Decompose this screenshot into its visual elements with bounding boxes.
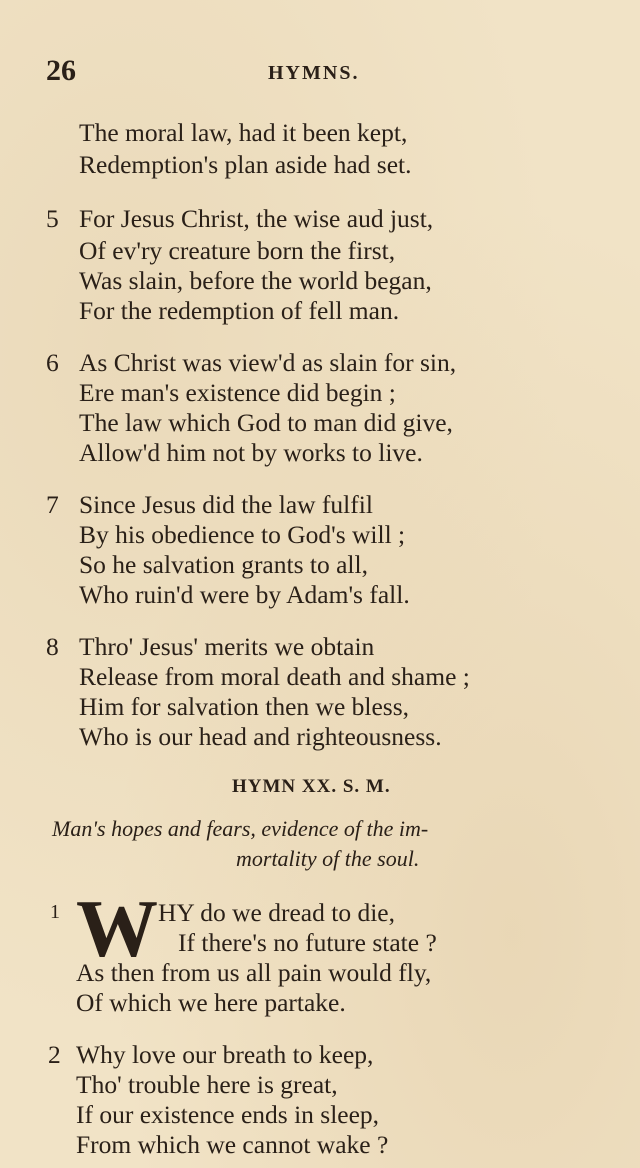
verse-line: Release from moral death and shame ; bbox=[79, 662, 470, 691]
hymn-title: HYMN XX. S. M. bbox=[232, 776, 391, 797]
verse-line: Allow'd him not by works to live. bbox=[79, 438, 423, 467]
verse-number: 7 bbox=[46, 490, 59, 519]
verse-number: 2 bbox=[48, 1040, 61, 1069]
hymn-subtitle-line: mortality of the soul. bbox=[236, 846, 420, 871]
verse-line: Of which we here partake. bbox=[76, 988, 346, 1017]
verse-number: 8 bbox=[46, 632, 59, 661]
verse-line: For the redemption of fell man. bbox=[79, 296, 400, 325]
verse-line: Who is our head and righteousness. bbox=[79, 722, 442, 751]
hymn-subtitle-line: Man's hopes and fears, evidence of the im- bbox=[52, 816, 429, 841]
verse-line: As then from us all pain would fly, bbox=[76, 958, 432, 987]
verse-line: Tho' trouble here is great, bbox=[76, 1070, 338, 1099]
running-head: HYMNS. bbox=[268, 62, 360, 84]
verse-line: So he salvation grants to all, bbox=[79, 550, 368, 579]
verse-line: Since Jesus did the law fulfil bbox=[79, 490, 373, 519]
verse-line: Him for salvation then we bless, bbox=[79, 692, 410, 721]
intro-line: Redemption's plan aside had set. bbox=[79, 150, 412, 179]
verse-line: HY do we dread to die, bbox=[158, 898, 395, 927]
verse-line: As Christ was view'd as slain for sin, bbox=[79, 348, 457, 377]
verse-line: Ere man's existence did begin ; bbox=[79, 378, 396, 407]
intro-line: The moral law, had it been kept, bbox=[79, 118, 408, 147]
verse-line: From which we cannot wake ? bbox=[76, 1130, 389, 1159]
page-number: 26 bbox=[46, 54, 76, 87]
verse-number: 5 bbox=[46, 204, 59, 233]
verse-line: Was slain, before the world began, bbox=[79, 266, 432, 295]
verse-number: 1 bbox=[50, 901, 60, 923]
verse-line: For Jesus Christ, the wise aud just, bbox=[79, 204, 434, 233]
verse-line: Of ev'ry creature born the first, bbox=[79, 236, 396, 265]
verse-line: The law which God to man did give, bbox=[79, 408, 453, 437]
verse-line: If our existence ends in sleep, bbox=[76, 1100, 380, 1129]
verse-number: 6 bbox=[46, 348, 59, 377]
verse-line: If there's no future state ? bbox=[178, 928, 437, 957]
verse-line: Thro' Jesus' merits we obtain bbox=[79, 632, 375, 661]
verse-line: By his obedience to God's will ; bbox=[79, 520, 406, 549]
verse-line: Who ruin'd were by Adam's fall. bbox=[79, 580, 410, 609]
verse-line: Why love our breath to keep, bbox=[76, 1040, 374, 1069]
drop-cap: W bbox=[76, 883, 158, 974]
